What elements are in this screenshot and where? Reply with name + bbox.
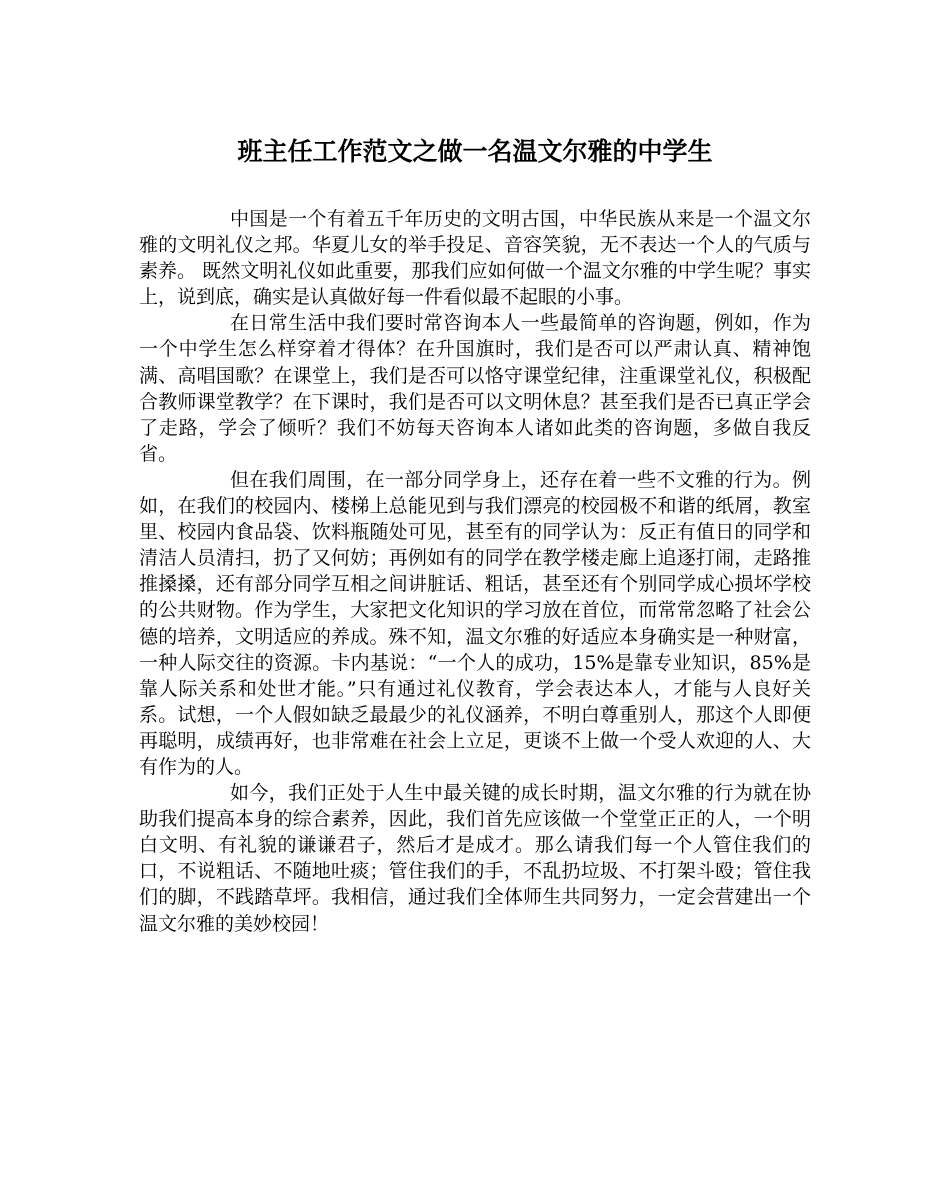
paragraph-3: 但在我们周围，在一部分同学身上，还存在着一些不文雅的行为。例如，在我们的校园内、楼梯上总能见到与我们漂亮的校园极不和谐的纸屑，教室里、校园内食品袋、饮料瓶随处可见，甚至有的同学认为：反正有值日的同学和清洁人员清扫，扔了又何妨；再例如有的同学在教学楼走廊上追逐打闹，走路推推搡搡，还有部分同学互相之间讲脏话、粗话，甚至还有个别同学成心损坏学校的公共财物。作为学生，大家把文化知识的学习放在首位，而常常忽略了社会公德的培养，文明适应的养成。殊不知，温文尔雅的好适应本身确实是一种财富，一种人际交往的资源。卡内基说：“一个人的成功，15%是靠专业知识，85%是靠人际关系和处世才能。”只有通过礼仪教育，学会表达本人，才能与人良好关系。试想，一个人假如缺乏最最少的礼仪涵养，不明白尊重别人，那这个人即便再聪明，成绩再好，也非常难在社会上立足，更谈不上做一个受人欢迎的人、大有作为的人。: [139, 468, 811, 778]
document-title: 班主任工作范文之做一名温文尔雅的中学生: [237, 137, 713, 166]
document-body: [139, 206, 811, 937]
paragraph-4: 如今，我们正处于人生中最关键的成长时期，温文尔雅的行为就在协助我们提高本身的综合素养，因此，我们首先应该做一个堂堂正正的人，一个明白文明、有礼貌的谦谦君子，然后才是成才。那么请我们每一个人管住我们的口，不说粗话、不随地吐痰；管住我们的手，不乱扔垃圾、不打架斗殴；管住我们的脚，不践踏草坪。我相信，通过我们全体师生共同努力，一定会营建出一个温文尔雅的美妙校园！: [139, 782, 811, 935]
paragraph-2: 在日常生活中我们要时常咨询本人一些最简单的咨询题，例如，作为一个中学生怎么样穿着才得体？在升国旗时，我们是否可以严肃认真、精神饱满、高唱国歌？在课堂上，我们是否可以恪守课堂纪律，注重课堂礼仪，积极配合教师课堂教学？在下课时，我们是否可以文明休息？甚至我们是否已真正学会了走路，学会了倾听？我们不妨每天咨询本人诸如此类的咨询题，多做自我反省。: [139, 312, 811, 465]
paragraph-1: 中国是一个有着五千年历史的文明古国，中华民族从来是一个温文尔雅的文明礼仪之邦。华夏儿女的举手投足、音容笑貌，无不表达一个人的气质与素养。 既然文明礼仪如此重要，那我们应如何做一个温文尔雅的中学生呢？事实上，说到底，确实是认真做好每一件看似最不起眼的小事。: [139, 208, 811, 309]
